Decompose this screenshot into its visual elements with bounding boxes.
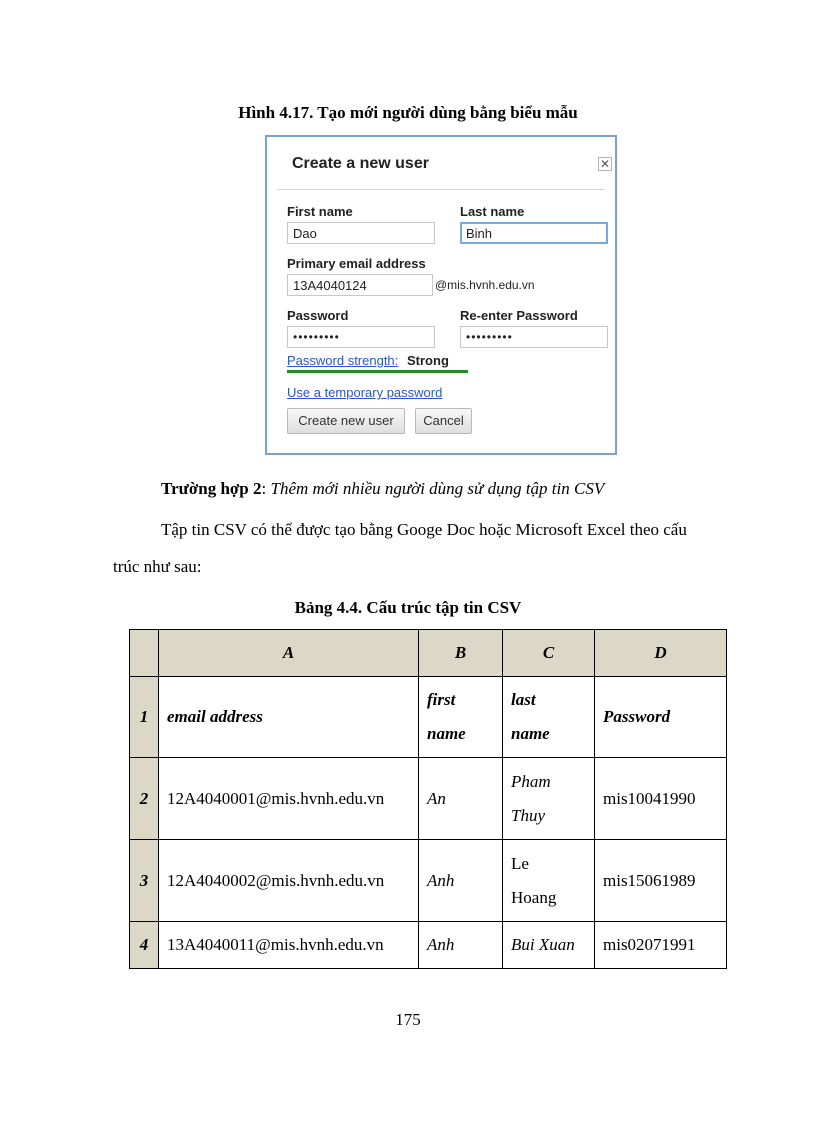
case-2-label: Trường hợp 2: [161, 479, 262, 498]
email-input[interactable]: 13A4040124: [287, 274, 433, 296]
table-header-row: [130, 630, 727, 677]
dialog-title: Create a new user: [292, 155, 429, 172]
first-name-label: First name: [287, 204, 353, 219]
figure-caption: Hình 4.17. Tạo mới người dùng bằng biểu mẫu: [238, 103, 578, 122]
cell-email-header: email address: [159, 677, 419, 758]
cell-line: Le: [511, 853, 529, 873]
dialog-divider: [277, 189, 605, 190]
row-number: 4: [130, 922, 159, 969]
cell-password: mis02071991: [595, 922, 727, 969]
table-row: [130, 677, 727, 758]
cell-email: 12A4040001@mis.hvnh.edu.vn: [159, 758, 419, 840]
cell-line: Thuy: [511, 805, 545, 825]
table-row: [130, 758, 727, 840]
cell-line: name: [511, 724, 550, 743]
cell-line: last: [511, 690, 536, 709]
row-number: 1: [130, 677, 159, 758]
close-icon[interactable]: ✕: [599, 157, 611, 171]
row-number: 2: [130, 758, 159, 840]
cell-last-name: Bui Xuan: [503, 922, 595, 969]
cell-first-name-header: [419, 677, 503, 758]
cell-last-name: [503, 840, 595, 922]
reenter-password-input[interactable]: •••••••••: [460, 326, 608, 348]
temporary-password-link[interactable]: Use a temporary password: [287, 385, 443, 400]
cell-first-name: Anh: [419, 922, 503, 969]
cell-password: mis10041990: [595, 758, 727, 840]
table-caption: Bảng 4.4. Cấu trúc tập tin CSV: [294, 598, 522, 617]
cell-line: Pham: [511, 771, 551, 791]
last-name-input[interactable]: Binh: [460, 222, 608, 244]
cell-line: name: [427, 724, 466, 743]
last-name-label: Last name: [460, 204, 525, 219]
row-number: 3: [130, 840, 159, 922]
csv-structure-table: [129, 629, 727, 969]
corner-cell: [130, 630, 159, 677]
password-input[interactable]: •••••••••: [287, 326, 435, 348]
paragraph-line-2: trúc như sau:: [113, 557, 202, 576]
email-domain: @mis.hvnh.edu.vn: [435, 278, 535, 292]
table-row: [130, 922, 727, 969]
password-strength-link[interactable]: Password strength:: [287, 353, 399, 368]
first-name-input[interactable]: Dao: [287, 222, 435, 244]
paragraph-line-1: Tập tin CSV có thể được tạo bằng Googe Doc hoặc Microsoft Excel theo cấu: [161, 520, 687, 539]
cell-line: Hoang: [511, 887, 557, 907]
cancel-button[interactable]: Cancel: [415, 408, 472, 434]
cell-first-name: An: [419, 758, 503, 840]
table-row: [130, 840, 727, 922]
password-strength-value: Strong: [407, 353, 449, 368]
password-label: Password: [287, 308, 349, 323]
email-label: Primary email address: [287, 256, 426, 271]
cell-last-name: [503, 758, 595, 840]
password-strength-bar: [287, 370, 468, 373]
cell-password-header: Password: [595, 677, 727, 758]
cell-email: 13A4040011@mis.hvnh.edu.vn: [159, 922, 419, 969]
cell-first-name: Anh: [419, 840, 503, 922]
page-number: 175: [395, 1010, 421, 1029]
col-header-b: B: [419, 630, 503, 677]
col-header-a: A: [159, 630, 419, 677]
col-header-d: D: [595, 630, 727, 677]
create-new-user-button[interactable]: Create new user: [287, 408, 405, 434]
col-header-c: C: [503, 630, 595, 677]
cell-password: mis15061989: [595, 840, 727, 922]
cell-email: 12A4040002@mis.hvnh.edu.vn: [159, 840, 419, 922]
create-user-dialog: [265, 135, 617, 455]
reenter-password-label: Re-enter Password: [460, 308, 578, 323]
case-2-text: Thêm mới nhiều người dùng sử dụng tập tin CSV: [266, 479, 605, 498]
cell-last-name-header: [503, 677, 595, 758]
case-2-heading: [161, 479, 604, 499]
case-2-colon: :: [261, 479, 267, 498]
cell-line: first: [427, 690, 456, 709]
